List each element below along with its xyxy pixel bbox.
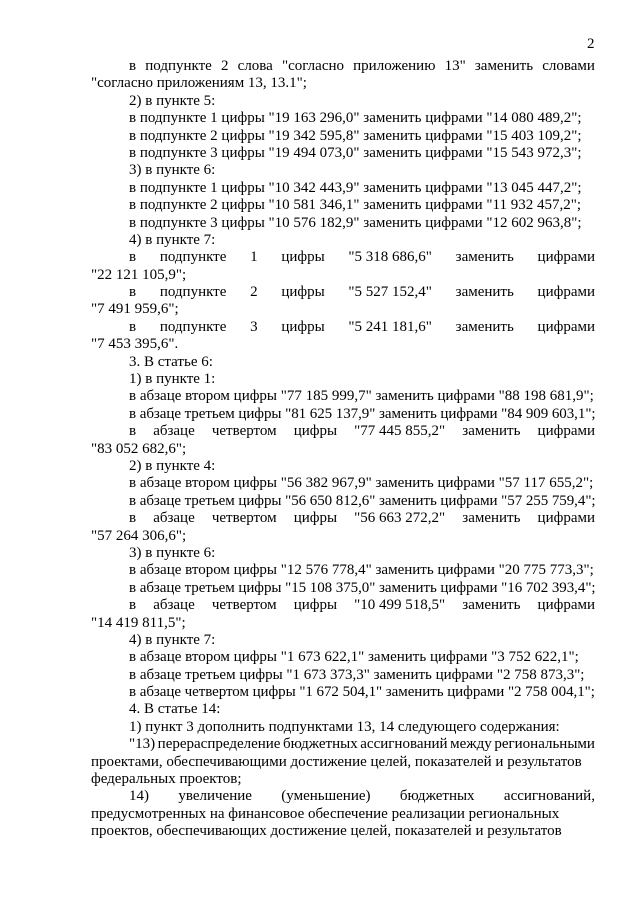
word: 2 xyxy=(250,284,258,301)
word: подпункте xyxy=(145,58,212,74)
text-line: проектов, обеспечивающих достижение целей, показателей и результатов xyxy=(91,823,562,840)
text-line xyxy=(91,319,595,336)
word: 2 xyxy=(221,58,229,74)
text-line: "7 491 959,6"; xyxy=(91,301,179,318)
text-line: "согласно приложениям 13, 13.1"; xyxy=(91,75,307,92)
text-line: 3) в пункте 6: xyxy=(129,162,216,179)
word: заменить xyxy=(474,58,534,74)
text-line: 2) в пункте 5: xyxy=(129,92,216,109)
word: ассигнований, xyxy=(503,788,595,805)
word: абзаце xyxy=(153,423,195,440)
text-line: в подпункте 3 цифры "19 494 073,0" заменить цифрами "15 543 972,3"; xyxy=(129,144,582,161)
text-line: в подпункте 2 цифры "10 581 346,1" заменить цифрами "11 932 457,2"; xyxy=(129,197,582,214)
word: цифры xyxy=(293,423,338,440)
word: подпункте xyxy=(159,249,227,266)
word: четвертом xyxy=(211,510,277,527)
word: заменить xyxy=(462,510,521,527)
text-line: в подпункте 1 цифры "19 163 296,0" заменить цифрами "14 080 489,2"; xyxy=(129,110,582,127)
document-body xyxy=(91,58,595,841)
text-line: в абзаце четвертом цифры "1 672 504,1" заменить цифрами "2 758 004,1"; xyxy=(129,684,595,701)
word: цифры xyxy=(281,249,325,266)
text-line: 4) в пункте 7: xyxy=(129,231,216,248)
text-line xyxy=(91,736,595,753)
text-line: проектами, обеспечивающими достижение целей, показателей и результатов xyxy=(91,753,582,770)
text-line: в абзаце втором цифры "1 673 622,1" заменить цифрами "3 752 622,1"; xyxy=(129,649,579,666)
word: "13) xyxy=(129,736,156,753)
text-line: 4) в пункте 7: xyxy=(129,631,216,648)
text-line xyxy=(91,510,595,527)
word: 3 xyxy=(250,318,258,335)
word: четвертом xyxy=(211,597,277,614)
word: в xyxy=(129,597,137,614)
word: цифрами xyxy=(537,318,595,335)
word: "56 663 272,2" xyxy=(354,510,446,527)
word: 14) xyxy=(129,788,149,805)
word: "10 499 518,5" xyxy=(354,597,446,614)
word: цифры xyxy=(281,318,325,335)
word: 1 xyxy=(250,249,258,266)
text-line: предусмотренных на финансовое обеспечение реализации региональных xyxy=(91,805,560,822)
text-line: федеральных проектов; xyxy=(91,771,242,788)
word: ассигнований xyxy=(360,736,448,753)
text-line xyxy=(91,58,595,75)
word: приложению xyxy=(353,58,436,74)
text-line: 4. В статье 14: xyxy=(129,701,221,718)
word: в xyxy=(129,284,137,301)
word: в xyxy=(129,58,137,74)
word: абзаце xyxy=(153,510,195,527)
word: цифрами xyxy=(537,249,595,266)
text-line: 2) в пункте 4: xyxy=(129,457,216,474)
word: бюджетных xyxy=(283,736,358,753)
text-line: 3) в пункте 6: xyxy=(129,544,216,561)
word: словами xyxy=(542,58,595,74)
word: цифрами xyxy=(537,510,595,527)
word: (уменьшение) xyxy=(281,788,371,805)
word: "5 318 686,6" xyxy=(348,249,432,266)
word: заменить xyxy=(455,249,514,266)
word: цифры xyxy=(293,597,338,614)
word: "77 445 855,2" xyxy=(354,423,446,440)
word: заменить xyxy=(462,597,521,614)
word: в xyxy=(129,249,137,266)
text-line: в абзаце третьем цифры "56 650 812,6" заменить цифрами "57 255 759,4"; xyxy=(129,492,596,509)
word: заменить xyxy=(462,423,521,440)
page-number: 2 xyxy=(587,36,595,52)
word: увеличение xyxy=(178,788,252,805)
text-line: в абзаце втором цифры "12 576 778,4" заменить цифрами "20 775 773,3"; xyxy=(129,562,594,579)
text-line: 1) пункт 3 дополнить подпунктами 13, 14 следующего содержания: xyxy=(129,718,560,735)
word: "5 241 181,6" xyxy=(348,318,432,335)
text-line: 3. В статье 6: xyxy=(129,353,213,370)
text-line: в абзаце третьем цифры "15 108 375,0" заменить цифрами "16 702 393,4"; xyxy=(129,579,596,596)
text-line: "57 264 306,6"; xyxy=(91,527,187,544)
word: между xyxy=(450,736,492,753)
word: цифры xyxy=(281,284,325,301)
word: заменить xyxy=(455,284,514,301)
word: в xyxy=(129,318,137,335)
text-line xyxy=(91,249,595,266)
text-line: "14 419 811,5"; xyxy=(91,614,186,631)
word: цифрами xyxy=(537,423,595,440)
text-line: 1) в пункте 1: xyxy=(129,371,216,388)
text-line: в абзаце втором цифры "77 185 999,7" заменить цифрами "88 198 681,9"; xyxy=(129,388,594,405)
word: подпункте xyxy=(159,284,227,301)
word: четвертом xyxy=(211,423,277,440)
text-line xyxy=(91,597,595,614)
word: подпункте xyxy=(159,318,227,335)
word: цифрами xyxy=(537,597,595,614)
word: слова xyxy=(237,58,273,74)
text-line: в подпункте 2 цифры "19 342 595,8" заменить цифрами "15 403 109,2"; xyxy=(129,127,582,144)
text-line: "83 052 682,6"; xyxy=(91,440,187,457)
text-line: в абзаце втором цифры "56 382 967,9" заменить цифрами "57 117 655,2"; xyxy=(129,475,594,492)
text-line xyxy=(91,284,595,301)
text-line: "7 453 395,6". xyxy=(91,336,179,353)
word: бюджетных xyxy=(399,788,475,805)
word: 13" xyxy=(444,58,466,74)
text-line: "22 121 105,9"; xyxy=(91,266,187,283)
word: "5 527 152,4" xyxy=(348,284,432,301)
word: региональными xyxy=(494,736,595,753)
word: цифрами xyxy=(537,284,595,301)
text-line xyxy=(91,788,595,805)
text-line: в абзаце третьем цифры "1 673 373,3" заменить цифрами "2 758 873,3"; xyxy=(129,666,585,683)
word: в xyxy=(129,423,137,440)
word: цифры xyxy=(293,510,338,527)
word: перераспределение xyxy=(157,736,281,753)
word: в xyxy=(129,510,137,527)
word: абзаце xyxy=(153,597,195,614)
word: заменить xyxy=(455,318,514,335)
text-line xyxy=(91,423,595,440)
text-line: в подпункте 1 цифры "10 342 443,9" заменить цифрами "13 045 447,2"; xyxy=(129,179,582,196)
word: "согласно xyxy=(282,58,344,74)
text-line: в абзаце третьем цифры "81 625 137,9" заменить цифрами "84 909 603,1"; xyxy=(129,405,596,422)
text-line: в подпункте 3 цифры "10 576 182,9" заменить цифрами "12 602 963,8"; xyxy=(129,214,582,231)
